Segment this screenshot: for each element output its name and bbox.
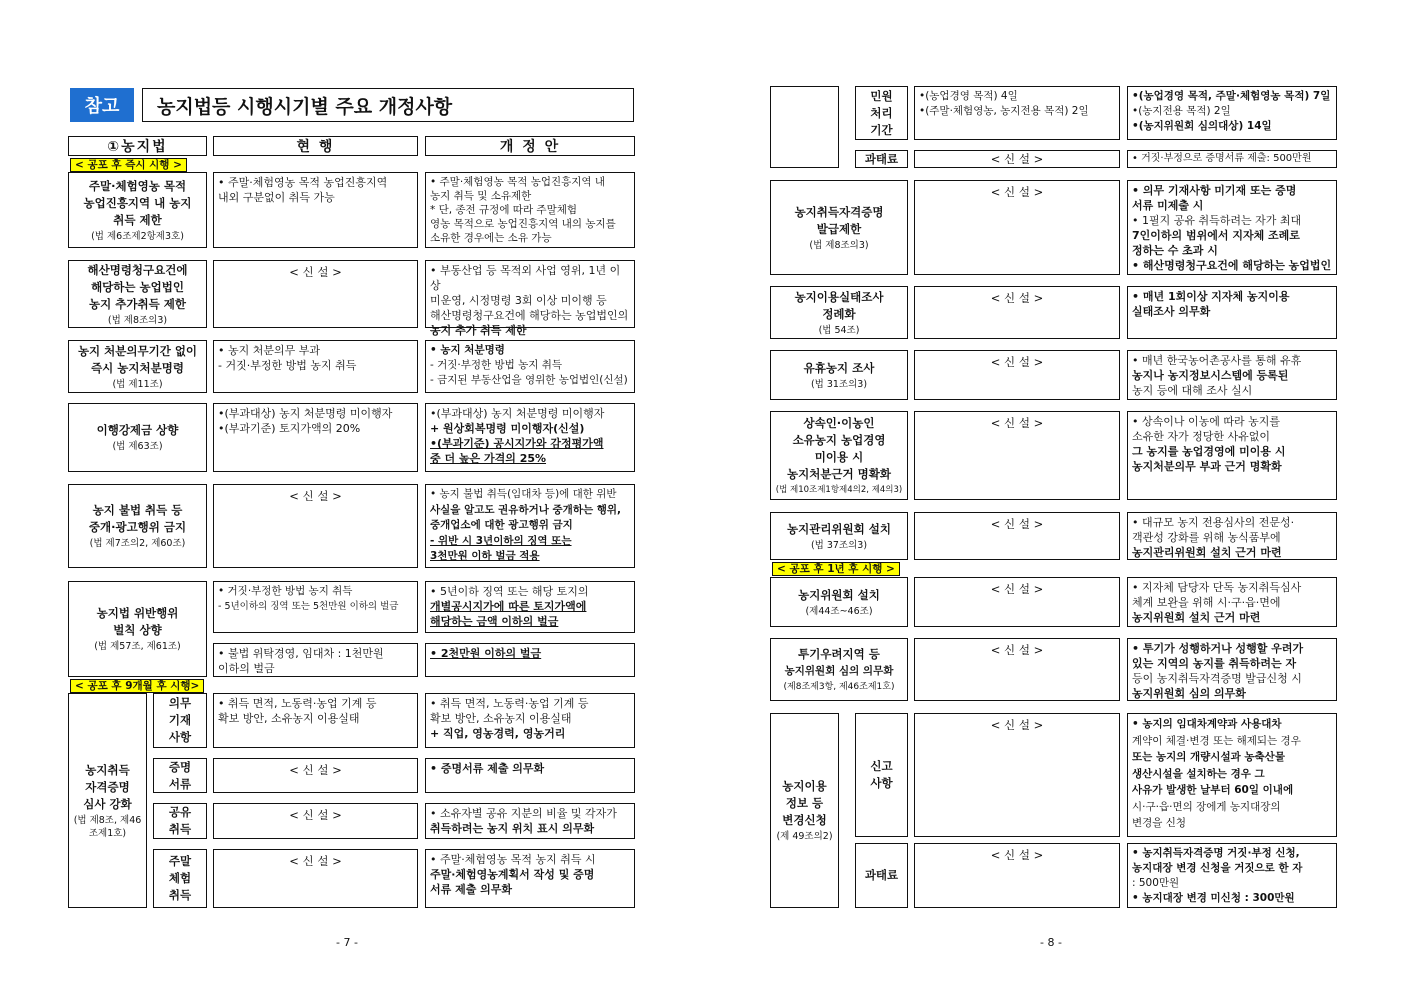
q4-label-l3: 미이용 시 [814, 449, 864, 464]
q7-law: (제8조제3항, 제46조제1호) [783, 681, 895, 692]
p1-revised-l3: •(농지위원회 심의대상) 14일 [1132, 120, 1272, 132]
row5-revised-l2: 사실을 알고도 권유하거나 중개하는 행위, [430, 503, 622, 516]
row1-current-l2: 내외 구분없이 취득 가능 [218, 191, 335, 204]
p1-label-l1: 민원 [870, 88, 893, 103]
header-current-text: 현 행 [296, 139, 335, 155]
q4-label [770, 411, 908, 500]
q4-revised [1127, 411, 1337, 500]
p2-current [914, 150, 1120, 168]
q4-label-l1: 상속인·이농인 [803, 415, 875, 430]
title-badge [70, 88, 134, 122]
row3-label-l1: 농지 처분의무기간 없이 [77, 343, 198, 358]
q2-revised [1127, 286, 1337, 339]
row4-current [213, 403, 418, 472]
q8-sub2-revised-l3: : 500만원 [1132, 877, 1180, 889]
row4-revised-l3: •(부과기준) 공시지가와 감정평가액 [430, 437, 604, 450]
row4-label-l1: 이행강제금 상향 [96, 423, 179, 437]
q8-sub1-current-new: < 신 설 > [990, 718, 1044, 732]
row7-sub3-revised-l1: • 소유자별 공유 지분의 비율 및 각자가 [430, 807, 617, 820]
row7-sub4-l1: 주말 [168, 854, 192, 868]
q3-law: (법 31조의3) [810, 378, 868, 390]
q8-sub1-revised-l6: 시·구·읍·면의 장에게 농지대장의 [1132, 800, 1281, 813]
q2-law: (법 54조) [818, 324, 860, 336]
q1-label [770, 180, 908, 275]
row5-label-l2: 중개·광고행위 금지 [88, 520, 187, 534]
q8-sub1-revised-l1: • 농지의 임대차계약과 사용대차 [1132, 718, 1282, 730]
q5-label-l1: 농지관리위원회 설치 [787, 521, 891, 536]
q8-sub1-l1: 신고 [870, 759, 893, 773]
row4-current-l2: •(부과기준) 토지가액의 20% [218, 422, 361, 435]
row1-label-l2: 농업진흥지역 내 농지 [83, 195, 192, 210]
q7-revised [1127, 638, 1337, 701]
row5-revised-l5: 3천만원 이하 벌금 적용 [430, 550, 540, 562]
row7-sub4-current-new: < 신 설 > [289, 854, 342, 868]
q4-law: (법 제10조제1항제4의2, 제4의3) [775, 484, 903, 495]
row2-current [213, 260, 418, 328]
q8-sub1-current [914, 713, 1120, 837]
row3-label-l2: 즉시 농지처분명령 [91, 360, 184, 375]
q8-sub1-revised [1127, 713, 1337, 837]
p2-label-l1: 과태료 [864, 151, 899, 166]
row7-sub4-current [213, 849, 418, 908]
q7-current [914, 638, 1120, 701]
q8-sub2-current [914, 843, 1120, 908]
row2-label-l2: 해당하는 농업법인 [91, 279, 184, 294]
q2-current-new: < 신 설 > [990, 291, 1044, 305]
row1-revised-l2: 농지 취득 및 소유제한 [430, 190, 532, 202]
row3-law: (법 제11조) [112, 378, 163, 390]
header-law [68, 136, 207, 156]
row7-sub4-l3: 취득 [168, 888, 192, 902]
row7-sub3-revised [425, 803, 635, 839]
row7-sub1-revised [425, 693, 635, 748]
row7-sub2-revised-l1: • 증명서류 제출 의무화 [430, 762, 545, 775]
row1-law: (법 제6조제2항제3호) [91, 230, 184, 242]
q8-label-l1: 농지이용 [782, 779, 827, 793]
q2-revised-l2: 실태조사 의무화 [1132, 305, 1211, 318]
q3-label-l1: 유휴농지 조사 [803, 360, 875, 375]
q4-label-l2: 소유농지 농업경영 [792, 432, 886, 447]
row7-sub1-revised-l2: 확보 방안, 소유농지 이용실태 [430, 712, 572, 725]
row6-revised1-l2: 개별공시지가에 따른 토지가액에 [430, 600, 587, 613]
row6-revised1-l3: 해당하는 금액 이하의 벌금 [430, 615, 559, 628]
row1-revised-l5: 소유한 경우에는 소유 가능 [430, 232, 552, 244]
row5-label-l1: 농지 불법 취득 등 [92, 503, 183, 517]
q5-revised-l2: 객관성 강화를 위해 농식품부에 [1132, 531, 1281, 544]
q4-revised-l1: • 상속이나 이농에 따라 농지를 [1132, 415, 1280, 428]
q1-revised-l4: 7인이하의 범위에서 지자체 조례로 [1132, 229, 1300, 242]
row5-revised-l4: - 위반 시 3년이하의 징역 또는 [430, 534, 572, 547]
p2-current-new: < 신 설 > [990, 152, 1044, 166]
row6-revised1-l1: • 5년이하 징역 또는 해당 토지의 [430, 585, 589, 598]
header-law-text: ①농지법 [107, 139, 168, 155]
header-revised-text: 개 정 안 [499, 139, 561, 155]
row6-current2-l2: 이하의 벌금 [218, 662, 275, 675]
row7-sub1-l3: 사항 [168, 730, 192, 744]
row5-revised [425, 484, 635, 568]
q8-label-l2: 정보 등 [785, 796, 824, 810]
row2-label-l1: 해산명령청구요건에 [87, 262, 188, 277]
row3-revised [425, 340, 635, 393]
row7-sub4-revised-l3: 서류 제출 의무화 [430, 883, 513, 896]
p1-revised-l1: •(농업경영 목적, 주말·체험영농 목적) 7일 [1132, 90, 1331, 102]
p1-current-l2: •(주말·체험영농, 농지전용 목적) 2일 [919, 105, 1089, 117]
p1-label-l3: 기간 [870, 122, 893, 137]
row5-label [68, 484, 207, 568]
row3-current-l1: • 농지 처분의무 부과 [218, 344, 320, 357]
q8-sub2-label [855, 843, 908, 908]
page-number-right: - 8 - [1040, 936, 1062, 949]
row7-sub1-current [213, 693, 418, 748]
q3-current-new: < 신 설 > [990, 355, 1044, 369]
row4-revised [425, 403, 635, 472]
q1-revised-l6: • 해산명령청구요건에 해당하는 농업법인 [1132, 259, 1332, 272]
q6-revised-l3: 농지위원회 설치 근거 마련 [1132, 611, 1261, 624]
row1-label-l1: 주말·체험영농 목적 [88, 178, 187, 193]
q8-sub1-label [855, 713, 908, 837]
q7-label [770, 638, 908, 701]
header-revised [425, 136, 635, 156]
row7-sub2-current [213, 758, 418, 793]
q8-sub1-revised-l4: 생산시설을 설치하는 경우 그 [1132, 767, 1265, 780]
q6-revised [1127, 577, 1337, 627]
q8-sub1-revised-l2: 계약이 체결·변경 또는 해제되는 경우 [1132, 734, 1301, 747]
row7-sub1-l2: 기재 [168, 713, 192, 727]
q4-current [914, 411, 1120, 500]
q3-current [914, 350, 1120, 400]
q5-revised-l3: 농지관리위원회 설치 근거 마련 [1132, 546, 1282, 559]
row7-sub3-l2: 취득 [168, 822, 192, 836]
row5-current [213, 484, 418, 568]
row7-sub2-l2: 서류 [168, 776, 192, 791]
p1-current [914, 86, 1120, 140]
p1-revised [1127, 86, 1337, 140]
page-title-text: 농지법등 시행시기별 주요 개정사항 [157, 95, 453, 118]
q5-revised-l1: • 대규모 농지 전용심사의 전문성· [1132, 516, 1295, 529]
q2-label-l2: 정례화 [822, 306, 856, 321]
q6-revised-l1: • 지자체 담당자 단독 농지취득심사 [1132, 581, 1302, 594]
q6-revised-l2: 체계 보완을 위해 시·구·읍·면에 [1132, 596, 1281, 609]
row7-sub2-l1: 증명 [168, 759, 192, 774]
row4-current-l1: •(부과대상) 농지 처분명령 미이행자 [218, 407, 393, 420]
row6-current-2 [213, 643, 418, 677]
row7-label-l3: 심사 강화 [83, 796, 132, 811]
row3-current [213, 340, 418, 393]
row7-label-l2: 자격증명 [85, 779, 130, 794]
q6-current [914, 577, 1120, 627]
row7-label-l1: 농지취득 [85, 762, 130, 777]
q7-revised-l3: 등이 농지취득자격증명 발급신청 시 [1132, 672, 1302, 685]
q7-label-l2: 농지위원회 심의 의무화 [784, 664, 894, 677]
row6-current1-l1: • 거짓·부정한 방법 농지 취득 [218, 585, 353, 597]
row5-revised-l3: 중개업소에 대한 광고행위 금지 [430, 519, 573, 531]
q8-law: (제 49조의2) [776, 831, 833, 842]
row6-label-l2: 벌칙 상향 [113, 623, 162, 637]
row7-sub1-label [153, 693, 207, 748]
row7-law: (법 제8조, 제46조제1호) [73, 814, 142, 839]
row7-sub4-label [153, 849, 207, 908]
q5-label [770, 512, 908, 560]
row3-revised-l1: • 농지 처분명령 [430, 344, 505, 356]
q7-revised-l1: • 투기가 성행하거나 성행할 우려가 [1132, 642, 1304, 655]
q3-label [770, 350, 908, 400]
q2-label-l1: 농지이용실태조사 [794, 289, 884, 304]
q7-current-new: < 신 설 > [990, 643, 1044, 657]
row7-sub2-label [153, 758, 207, 793]
row1-revised [425, 172, 635, 248]
row5-current-new: < 신 설 > [289, 489, 342, 503]
row7-sub1-current-l2: 확보 방안, 소유농지 이용실태 [218, 712, 360, 725]
p2-label [855, 150, 908, 168]
row7-sub3-l1: 공유 [168, 805, 192, 819]
q4-current-new: < 신 설 > [990, 416, 1044, 430]
cont-empty-label [770, 86, 839, 168]
q4-revised-l2: 소유한 자가 정당한 사유없이 [1132, 430, 1271, 443]
q2-revised-l1: • 매년 1회이상 지자체 농지이용 [1132, 290, 1290, 303]
q8-label-l3: 변경신청 [782, 813, 827, 827]
q1-revised-l5: 정하는 수 초과 시 [1132, 244, 1218, 257]
row3-revised-l2: - 거짓·부정한 방법 농지 취득 [430, 359, 563, 371]
row5-revised-l1: • 농지 불법 취득(임대차 등)에 대한 위반 [430, 488, 617, 500]
row1-revised-l4: 영농 목적으로 농업진흥지역 내의 농지를 [430, 218, 616, 230]
row2-law: (법 제8조의3) [107, 314, 168, 326]
row6-current1-l2: - 5년이하의 징역 또는 5천만원 이하의 벌금 [218, 601, 399, 612]
p1-current-l1: •(농업경영 목적) 4일 [919, 90, 1018, 102]
q4-label-l4: 농지처분근거 명확화 [787, 466, 891, 481]
p2-revised-l1: • 거짓·부정으로 증명서류 제출: 500만원 [1132, 153, 1312, 164]
q8-sub1-revised-l7: 변경을 신청 [1132, 817, 1187, 829]
row7-sub3-revised-l2: 취득하려는 농지 위치 표시 의무화 [430, 822, 595, 835]
row7-sub4-l2: 체험 [168, 871, 192, 885]
row3-revised-l3: - 금지된 부동산업을 영위한 농업법인(신설) [430, 374, 628, 386]
row7-sub2-current-new: < 신 설 > [289, 763, 342, 777]
row7-sub1-revised-l3: + 직업, 영농경력, 영농거리 [430, 727, 566, 740]
row1-label-l3: 취득 제한 [113, 212, 162, 227]
q4-revised-l4: 농지처분의무 부과 근거 명확화 [1132, 460, 1282, 473]
band-immediate: < 공포 후 즉시 시행 > [70, 158, 187, 172]
p1-revised-l2: •(농지전용 목적) 2일 [1132, 105, 1231, 117]
row6-current-1 [213, 581, 418, 633]
row4-label [68, 403, 207, 472]
q7-label-l1: 투기우려지역 등 [798, 646, 880, 661]
q8-sub1-l2: 사항 [870, 776, 893, 790]
q1-revised-l2: 서류 미제출 시 [1132, 199, 1204, 212]
row6-label-l1: 농지법 위반행위 [96, 606, 179, 620]
row7-sub3-current-new: < 신 설 > [289, 808, 342, 822]
row2-revised-l4: 농지 추가 취득 제한 [430, 324, 527, 337]
row1-current [213, 172, 418, 248]
row4-revised-l4: 중 더 높은 가격의 25% [430, 452, 547, 465]
q5-law: (법 37조의3) [810, 539, 868, 551]
row7-sub1-current-l1: • 취득 면적, 노동력·농업 기계 등 [218, 697, 377, 710]
row4-law: (법 제63조) [112, 441, 163, 452]
row7-sub3-current [213, 803, 418, 839]
q8-sub2-revised-l1: • 농지취득자격증명 거짓·부정 신청, [1132, 847, 1300, 859]
row6-revised-2 [425, 643, 635, 677]
q8-sub2-revised-l2: 농지대장 변경 신청을 거짓으로 한 자 [1132, 862, 1303, 874]
row7-sub1-revised-l1: • 취득 면적, 노동력·농업 기계 등 [430, 697, 589, 710]
row4-revised-l2: + 원상회복명령 미이행자(신설) [430, 422, 585, 435]
q6-label [770, 577, 908, 627]
q8-sub2-l1: 과태료 [864, 868, 899, 882]
row7-sub2-revised [425, 758, 635, 793]
row1-revised-l1: • 주말·체험영농 목적 농업진흥지역 내 [430, 176, 606, 188]
q8-sub1-revised-l5: 사유가 발생한 날부터 60일 이내에 [1132, 784, 1294, 796]
q5-revised [1127, 512, 1337, 560]
row2-revised-l3: 해산명령청구요건에 해당하는 농업법인의 [430, 309, 629, 322]
row2-label [68, 260, 207, 328]
q8-sub2-revised-l4: • 농지대장 변경 미신청 : 300만원 [1132, 892, 1295, 904]
page-number-left: - 7 - [336, 936, 358, 949]
row2-revised-l1: • 부동산업 등 목적외 사업 영위, 1년 이상 [430, 264, 621, 292]
q1-revised [1127, 180, 1337, 275]
q2-current [914, 286, 1120, 339]
q1-law: (법 제8조의3) [809, 239, 869, 251]
q6-current-new: < 신 설 > [990, 582, 1044, 596]
q5-current-new: < 신 설 > [990, 517, 1044, 531]
q8-sub2-revised [1127, 843, 1337, 908]
q1-label-l1: 농지취득자격증명 [794, 204, 884, 219]
q1-current [914, 180, 1120, 275]
row7-sub3-label [153, 803, 207, 839]
header-current [213, 136, 418, 156]
q1-current-new: < 신 설 > [990, 185, 1044, 199]
row2-current-new: < 신 설 > [289, 265, 342, 279]
q3-revised [1127, 350, 1337, 400]
row6-label [68, 581, 207, 677]
row7-label [68, 693, 147, 908]
q2-label [770, 286, 908, 339]
row7-sub4-revised-l1: • 주말·체험영농 목적 농지 취득 시 [430, 853, 596, 866]
q8-sub1-revised-l3: 또는 농지의 개량시설과 농축산물 [1132, 751, 1285, 763]
row4-revised-l1: •(부과대상) 농지 처분명령 미이행자 [430, 407, 605, 420]
title-badge-text: 참고 [84, 96, 120, 117]
q7-revised-l4: 농지위원회 심의 의무화 [1132, 687, 1246, 700]
row7-sub1-l1: 의무 [168, 696, 192, 710]
row6-current2-l1: • 불법 위탁경영, 임대차 : 1천만원 [218, 647, 384, 660]
q6-label-l1: 농지위원회 설치 [798, 587, 880, 602]
q3-revised-l2: 농지나 농지정보시스템에 등록된 [1132, 369, 1289, 382]
page-title [142, 88, 634, 122]
row6-law: (법 제57조, 제61조) [94, 641, 181, 652]
row1-label [68, 172, 207, 248]
row7-sub4-revised-l2: 주말·체험영농계획서 작성 및 증명 [430, 868, 595, 881]
row3-current-l2: - 거짓·부정한 방법 농지 취득 [218, 359, 357, 372]
q7-revised-l2: 있는 지역의 농지를 취득하려는 자 [1132, 657, 1297, 670]
q3-revised-l3: 농지 등에 대해 조사 실시 [1132, 384, 1253, 397]
p1-label-l2: 처리 [870, 105, 893, 120]
q8-label [770, 713, 839, 908]
q1-revised-l3: • 1필지 공유 취득하려는 자가 최대 [1132, 214, 1302, 227]
band-nine-months: < 공포 후 9개월 후 시행> [70, 679, 204, 693]
row1-revised-l3: * 단, 종전 규정에 따라 주말체험 [430, 204, 577, 216]
row5-law: (법 제7조의2, 제60조) [89, 538, 186, 549]
q3-revised-l1: • 매년 한국농어촌공사를 통해 유휴 [1132, 354, 1302, 367]
band-one-year: < 공포 후 1년 후 시행 > [772, 562, 900, 576]
row2-revised-l2: 미운영, 시정명령 3회 이상 미이행 등 [430, 294, 607, 307]
row7-sub4-revised [425, 849, 635, 908]
row1-current-l1: • 주말·체험영농 목적 농업진흥지역 [218, 176, 388, 189]
q1-label-l2: 발급제한 [816, 221, 862, 236]
q1-revised-l1: • 의무 기재사항 미기재 또는 증명 [1132, 184, 1297, 197]
q8-sub2-current-new: < 신 설 > [990, 848, 1044, 862]
p1-label [855, 86, 908, 140]
row6-revised2-l1: • 2천만원 이하의 벌금 [430, 647, 542, 660]
row3-label [68, 340, 207, 393]
q5-current [914, 512, 1120, 560]
row2-revised [425, 260, 635, 337]
row6-revised-1 [425, 581, 635, 633]
row2-label-l3: 농지 추가취득 제한 [89, 296, 186, 311]
q6-law: (제44조~46조) [805, 605, 873, 617]
q4-revised-l3: 그 농지를 농업경영에 미이용 시 [1132, 445, 1286, 458]
p2-revised [1127, 150, 1337, 168]
